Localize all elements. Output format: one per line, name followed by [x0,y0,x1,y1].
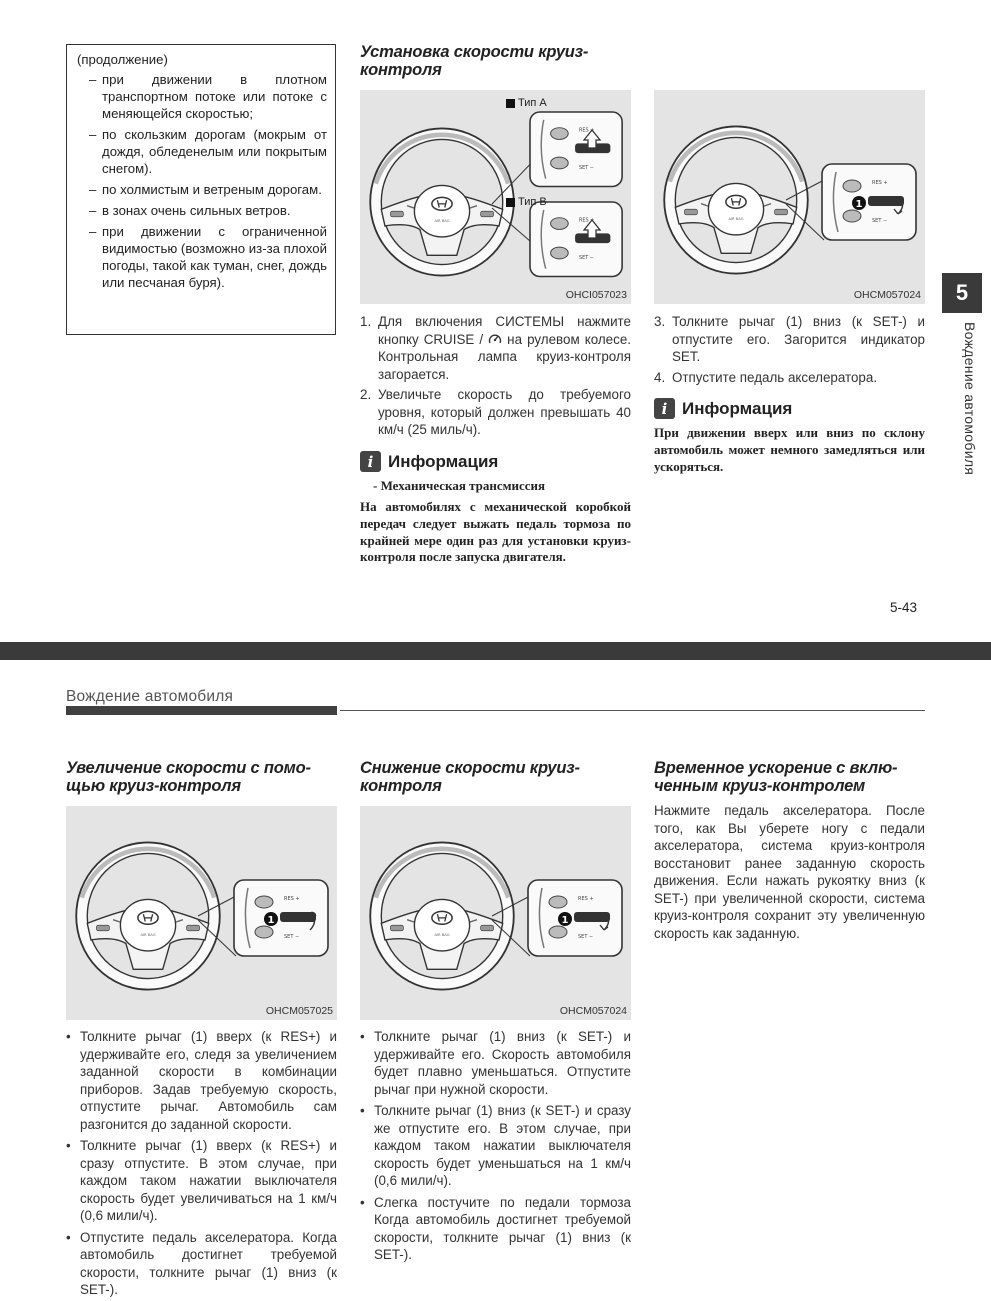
info-icon: i [654,398,675,419]
increase-section-title [66,759,311,795]
step-text: Для включения СИСТЕМЫ нажмите кнопку CRUISE / [378,314,631,347]
page-number: 5-43 [890,600,918,615]
step-number: 2. [360,387,372,402]
list-item: • Слегка постучите по педали тормоза Когда автомобиль достигнет требуемой скорости, толкните рычаг (1) вниз (к SET-). [360,1194,631,1264]
list-item: – при движении в плотном транспортном потоке или потоке с меняющейся скоростью; [77,71,327,122]
list-item: • Толкните рычаг (1) вверх (к RES+) и удерживайте его, следя за увеличением заданной скорости в комбинации приборов. Задав требуемую скорость, отпустите рычаг. Автомобиль сам разгонится до заданной скорости. [66,1028,337,1133]
list-item: • Толкните рычаг (1) вверх (к RES+) и сразу отпустите. В этом случае, при каждом таком нажатии выключателя скорость будет увеличиваться на 1 км/ч (0,6 мили/ч). [66,1137,337,1225]
figure-code: OHCM057024 [559,1005,627,1017]
steering-wheel-figure-set [654,90,925,304]
title-line: контроля [360,777,442,795]
setting-section-title [360,43,588,79]
step-text: Толкните рычаг (1) вниз (к SET-) и отпустите его. Загорится индикатор SET. [672,314,925,364]
steering-wheel-figure-types [360,90,631,304]
list-item [654,369,925,387]
title-line: Установка скорости круиз- [360,43,589,61]
cruise-speedometer-icon [488,332,502,346]
list-item: • Толкните рычаг (1) вниз (к SET-) и сразу же отпустите его. В этом случае, при каждом таком нажатии выключателя скорость будет уменьшаться на 1 км/ч (0,6 мили/ч). [360,1102,631,1190]
list-item: – по холмистым и ветреным дорогам. [77,181,327,198]
temporary-section-title [654,759,897,795]
list-item: – при движении с ограниченной видимостью (возможно из-за плохой погоды, такой как туман, снег, дождь или песчаная буря). [77,223,327,291]
info-manual-transmission [360,451,631,566]
square-marker-icon [506,198,515,207]
list-item: – в зонах очень сильных ветров. [77,202,327,219]
running-header-line [340,710,925,711]
temporary-text: Нажмите педаль акселератора. После того, как Вы уберете ногу с педали акселератора, система круиз-контроля восстановит ранее заданную скорость движения. Если нажать рукоятку вниз (к SET-) при увеличенной скорости, система круиз-контроля сохранит эту увеличенную скорость как заданную. [654,803,925,941]
title-line: ченным круиз-контролем [654,777,866,795]
title-line: Увеличение скорости с помо- [66,759,311,777]
list-item: • Отпустите педаль акселератора. Когда автомобиль достигнет требуемой скорости, толкните рычаг (1) вниз (к SET-). [66,1229,337,1299]
step-number: 1. [360,314,372,329]
chapter-tab: 5 [942,273,982,313]
steering-wheel-illustration [360,90,631,304]
info-header [654,398,925,419]
title-line: Временное ускорение с вклю- [654,759,898,777]
page-5-43 [0,0,991,642]
steering-wheel-illustration [66,806,337,1020]
continuation-label: (продолжение) [77,52,168,67]
info-title: Информация [682,398,793,418]
list-item [360,313,631,383]
type-b-text: Тип B [518,196,547,208]
type-a-label [506,97,547,109]
info-header [360,451,631,472]
list-item: • Толкните рычаг (1) вниз (к SET-) и удерживайте его. Скорость автомобиля будет плавно уменьшаться. Отпустите рычаг при нужной скорости. [360,1028,631,1098]
type-b-label [506,196,547,208]
callout-number: 1 [855,199,863,210]
step-number: 4. [654,369,666,385]
info-icon: i [360,451,381,472]
setting-steps-right [654,313,925,389]
info-slope [654,398,925,475]
page-divider [0,642,991,660]
figure-code: OHCM057024 [853,289,921,301]
steering-wheel-figure-res [66,806,337,1020]
steering-wheel-illustration [360,806,631,1020]
conditions-notice-box [66,44,336,335]
type-a-text: Тип A [518,97,547,109]
decrease-section-title [360,759,580,795]
info-subtitle: - Механическая трансмиссия [373,478,546,493]
title-line: Снижение скорости круиз- [360,759,580,777]
increase-bullets [66,1028,337,1301]
list-item [654,313,925,366]
step-text: Увеличьте скорость до требуемого уровня, который должен превышать 40 км/ч (25 миль/ч). [378,387,631,437]
figure-code: OHCM057025 [265,1005,333,1017]
info-body: При движении вверх или вниз по склону автомобиль может немного замедляться или ускоряться. [654,425,925,474]
steering-wheel-illustration [654,90,925,304]
callout-number: 1 [267,915,275,926]
chapter-side-title: Вождение автомобиля [962,322,978,476]
list-item: – по скользким дорогам (мокрым от дождя, обледенелым или покрытым снегом). [77,126,327,177]
running-header-bar [66,706,337,715]
callout-number: 1 [561,915,569,926]
square-marker-icon [506,99,515,108]
running-header-title: Вождение автомобиля [66,688,234,705]
decrease-bullets [360,1028,631,1268]
step-number: 3. [654,314,666,329]
conditions-list [77,71,327,291]
step-text: на рулевом колесе. Контрольная лампа круиз-контроля загорается. [378,331,631,382]
steering-wheel-figure-set-down [360,806,631,1020]
title-line: щью круиз-контроля [66,777,241,795]
info-title: Информация [388,451,499,471]
title-line: контроля [360,61,442,79]
setting-steps-left [360,313,631,442]
step-text: Отпустите педаль акселератора. [672,369,878,385]
figure-code: OHCI057023 [565,289,627,301]
info-body: На автомобилях с механической коробкой передач следует выжать педаль тормоза по крайней мере один раз для установки круиз-контроля после запуска двигателя. [360,499,631,565]
list-item [360,386,631,439]
